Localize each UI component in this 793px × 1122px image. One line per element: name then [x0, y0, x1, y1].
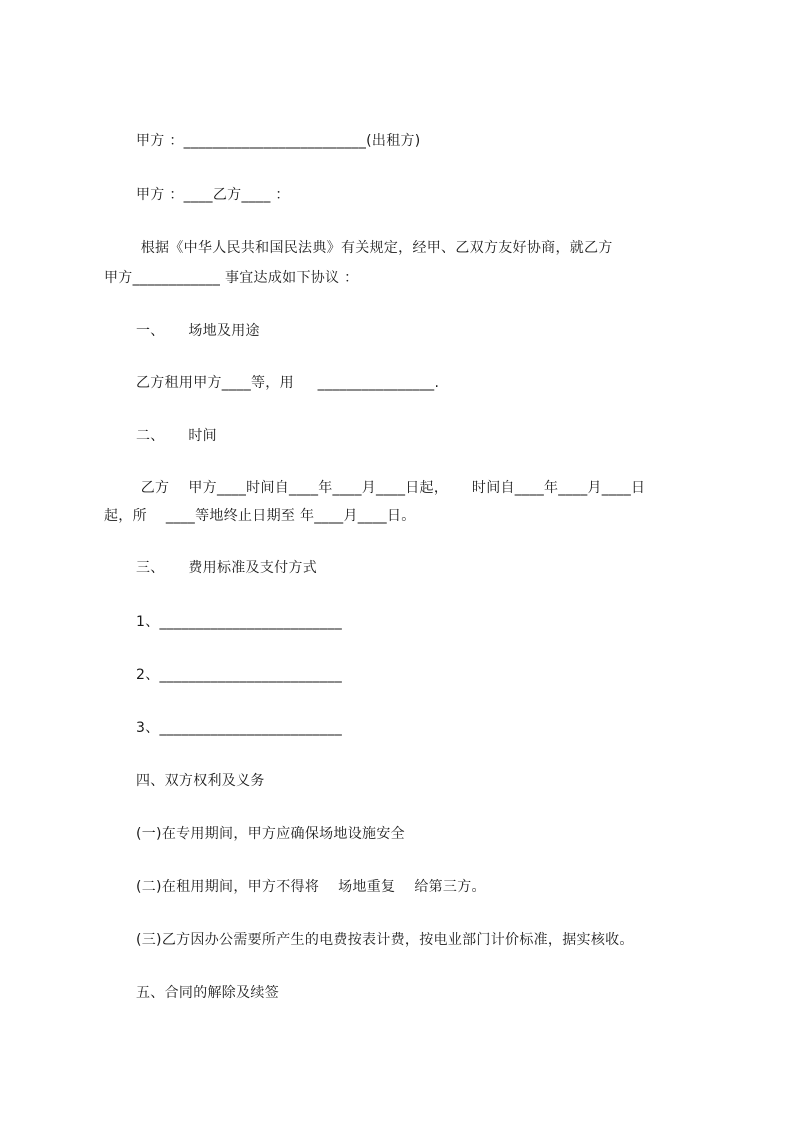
- fee-item-1: 1、_________________________: [136, 614, 343, 630]
- party-a-b-line: 甲方 ：____乙方____ ：: [136, 187, 290, 203]
- section-2-body-line-1: 乙方 甲方____时间自____年____月____日起， 时间自____年____月____日: [136, 480, 646, 496]
- section-1-body: 乙方租用甲方____等，用 ________________.: [136, 375, 440, 391]
- fee-item-3: 3、_________________________: [136, 720, 343, 736]
- section-2-heading: 二、 时间: [136, 428, 217, 444]
- rights-item-2: (二)在租用期间，甲方不得将 场地重复 给第三方。: [136, 879, 486, 895]
- section-1-heading: 一、 场地及用途: [136, 323, 260, 339]
- rights-item-3: (三)乙方因办公需要所产生的电费按表计费，按电业部门计价标准，据实核收。: [136, 932, 634, 948]
- section-4-heading: 四、双方权利及义务: [136, 773, 265, 789]
- section-5-heading: 五、合同的解除及续签: [136, 985, 279, 1001]
- rights-item-1: (一)在专用期间，甲方应确保场地设施安全: [136, 826, 405, 842]
- section-3-heading: 三、 费用标准及支付方式: [136, 560, 318, 576]
- preamble-line-2: 甲方____________ 事宜达成如下协议 ：: [104, 270, 359, 286]
- preamble-line-1: 根据《中华人民共和国民法典》有关规定，经甲、乙双方友好协商，就乙方: [136, 240, 613, 256]
- party-a-lessor-line: 甲方 ：_________________________(出租方): [136, 133, 421, 149]
- fee-item-2: 2、_________________________: [136, 667, 343, 683]
- section-2-body-line-2: 起，所 ____等地终止日期至 年____月____日。: [104, 508, 416, 524]
